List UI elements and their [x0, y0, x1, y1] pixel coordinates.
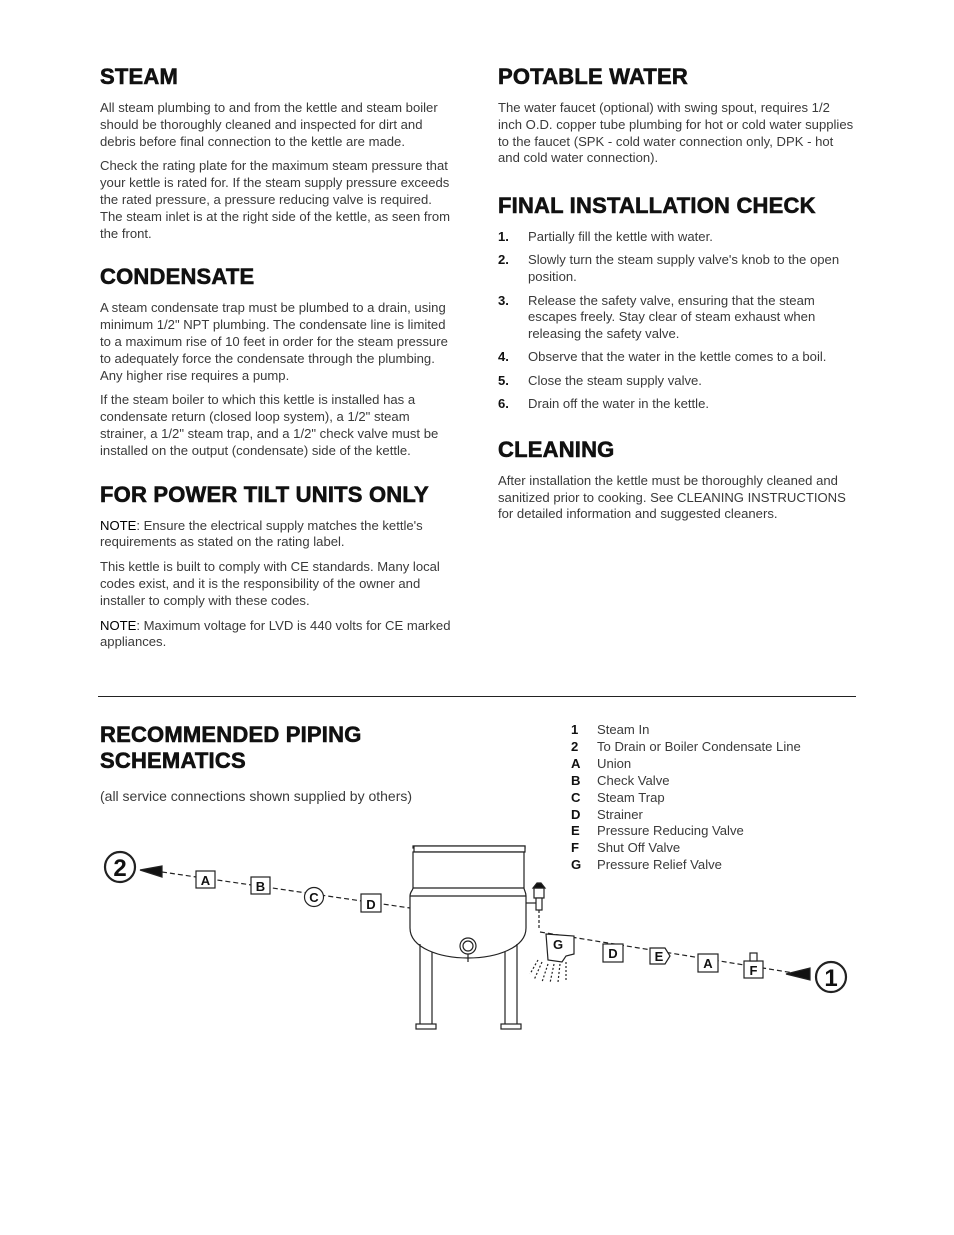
- legend-key: F: [571, 840, 579, 856]
- legend-label: Check Valve: [597, 772, 670, 788]
- legend-label: To Drain or Boiler Condensate Line: [597, 738, 801, 754]
- legend-key: E: [571, 823, 580, 839]
- legend-key: D: [571, 806, 581, 822]
- callout-1-label: 1: [824, 965, 838, 992]
- steam-heading: STEAM: [100, 64, 178, 89]
- legend-label: Pressure Relief Valve: [597, 857, 722, 873]
- label-a-left: A: [200, 873, 211, 888]
- schematics-heading: RECOMMENDED PIPING SCHEMATICS: [100, 722, 362, 773]
- step-number: 1.: [498, 229, 509, 245]
- schematics-subtitle: (all service connections shown supplied by others): [100, 788, 413, 804]
- legend-key: A: [571, 755, 581, 771]
- legend-key: G: [571, 857, 582, 873]
- step-number: 2.: [498, 252, 509, 268]
- steam-paragraph-1: All steam plumbing to and from the kettle and steam boiler should be thoroughly cleaned and inspected for dirt and debris before final connection to the kettle are made.: [100, 100, 438, 149]
- legend-label: Steam In: [597, 722, 650, 737]
- step-number: 6.: [498, 396, 509, 412]
- step-text: Partially fill the kettle with water.: [528, 229, 713, 245]
- note-2-text: : Maximum voltage for LVD is 440 volts for CE marked appliances.: [100, 617, 451, 650]
- label-d-left: D: [366, 897, 376, 912]
- step-number: 3.: [498, 292, 509, 308]
- cleaning-heading: CLEANING: [498, 436, 615, 462]
- condensate-paragraph-1: A steam condensate trap must be plumbed to a drain, using minimum 1/2" NPT plumbing. The condensate line is limited to a maximum rise of 10 feet in order for the steam pressure to adequately force the condensate through the plumbing. Any higher rise requires a pump.: [100, 300, 448, 383]
- label-d-right: D: [608, 946, 618, 961]
- legend-label: Strainer: [597, 806, 643, 822]
- outflow-arrow: [140, 866, 162, 877]
- kettle: [410, 846, 545, 1029]
- legend-key: 2: [571, 738, 579, 754]
- note-label: NOTE: [100, 517, 137, 533]
- label-c-left: C: [309, 890, 319, 905]
- legend-label: Pressure Reducing Valve: [597, 823, 744, 839]
- legend-label: Union: [597, 755, 632, 771]
- inflow-arrow: [786, 968, 810, 980]
- step-text: Close the steam supply valve.: [528, 372, 702, 388]
- legend-key: 1: [571, 722, 579, 737]
- legend-key: C: [571, 789, 581, 805]
- final-check-heading: FINAL INSTALLATION CHECK: [498, 193, 816, 219]
- step-text: Observe that the water in the kettle comes to a boil.: [528, 349, 827, 365]
- step-text: Slowly turn the steam supply valve's knob to the open position.: [528, 252, 840, 285]
- label-f-right: F: [749, 963, 758, 978]
- potable-water-paragraph: The water faucet (optional) with swing spout, requires 1/2 inch O.D. copper tube plumbing for hot or cold water supplies to the faucet (SPK - cold water connection only, DPK - hot and cold water connection).: [498, 100, 854, 166]
- legend-label: Shut Off Valve: [597, 840, 681, 856]
- label-g-right: G: [552, 937, 564, 952]
- condensate-paragraph-2: If the steam boiler to which this kettle is installed has a condensate return (closed loop system), a 1/2" steam strainer, a 1/2" steam trap, and a 1/2" check valve must be installed on the output (condensate) side of the kettle.: [100, 392, 439, 458]
- cleaning-paragraph: After installation the kettle must be thoroughly cleaned and sanitized prior to cooking. See CLEANING INSTRUCTIONS for detailed information and suggested cleaners.: [498, 472, 846, 522]
- potable-water-heading: POTABLE WATER: [498, 64, 688, 89]
- step-number: 5.: [498, 372, 509, 388]
- step-number: 4.: [498, 349, 509, 365]
- steam-paragraph-2: Check the rating plate for the maximum steam pressure that your kettle is rated for. If the steam supply pressure exceeds the rated pressure, a pressure reducing valve is required. The steam inlet is at the right side of the kettle, as seen from the front.: [100, 158, 451, 241]
- label-b-left: B: [255, 879, 266, 894]
- label-a-right: A: [703, 956, 713, 971]
- power-tilt-paragraph-2: This kettle is built to comply with CE standards. Many local codes exist, and it is the responsibility of the owner and installer to comply with these codes.: [100, 559, 440, 608]
- label-e-right: E: [654, 949, 664, 964]
- legend-key: B: [571, 772, 581, 788]
- step-text: Drain off the water in the kettle.: [528, 396, 709, 412]
- note-label: NOTE: [100, 617, 137, 633]
- note-1-text: : Ensure the electrical supply matches the kettle's requirements as stated on the rating label.: [100, 517, 423, 550]
- legend-label: Steam Trap: [597, 789, 665, 805]
- step-text: Release the safety valve, ensuring that the steam escapes freely. Stay clear of steam exhaust when releasing the safety valve.: [528, 292, 816, 342]
- condensate-heading: CONDENSATE: [100, 264, 255, 290]
- callout-2-label: 2: [113, 855, 127, 882]
- power-tilt-heading: FOR POWER TILT UNITS ONLY: [100, 481, 429, 507]
